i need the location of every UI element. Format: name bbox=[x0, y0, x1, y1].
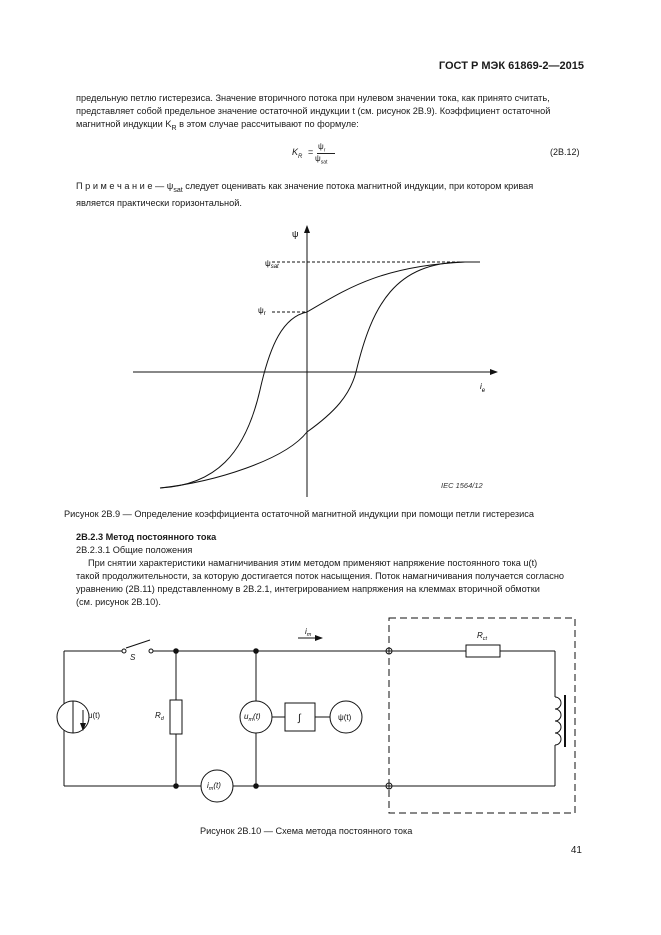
note-label: П р и м е ч а н и е — bbox=[76, 181, 165, 191]
note-text-1: следует оценивать как значение потока магнитной индукции, при котором кривая bbox=[182, 181, 534, 191]
intro-line-1: предельную петлю гистерезиса. Значение вторичного потока при нулевом значении тока, как принято считать, bbox=[76, 93, 550, 103]
hysteresis-upper-branch bbox=[160, 262, 480, 488]
resistor-rct bbox=[466, 645, 500, 657]
switch-s bbox=[126, 640, 150, 648]
formula-numerator: $\psi_r$ bbox=[318, 142, 326, 154]
formula-denominator: $\psi_{sat}$ bbox=[315, 154, 328, 166]
psi-sat-label: $\psi_{sat}$ bbox=[265, 259, 279, 270]
section-para-1: При снятии характеристики намагничивания этим методом применяют напряжение постоянного тока u(t) bbox=[88, 558, 538, 568]
section-heading: 2В.2.3 Метод постоянного тока bbox=[76, 532, 217, 542]
x-axis-label: $i_e$ bbox=[480, 382, 486, 394]
figure-2b10-circuit bbox=[57, 618, 575, 813]
formula-lhs: $K_R$ bbox=[292, 147, 303, 160]
figure-10-caption: Рисунок 2В.10 — Схема метода постоянного тока bbox=[200, 826, 413, 836]
note-text-2: является практически горизонтальной. bbox=[76, 197, 242, 208]
section-para-2: такой продолжительности, за которую достигается поток насыщения. Поток намагничивания получается согласно bbox=[76, 571, 565, 581]
y-axis-label: ψ bbox=[292, 229, 299, 239]
formula-equals: = bbox=[308, 147, 314, 157]
switch-contact-1 bbox=[122, 649, 126, 653]
figure-9-caption: Рисунок 2В.9 — Определение коэффициента остаточной магнитной индукции при помощи петли гистерезиса bbox=[64, 509, 534, 519]
section-para-4: (см. рисунок 2В.10). bbox=[76, 597, 161, 607]
iec-code: IEC 1564/12 bbox=[441, 481, 483, 490]
junction-4 bbox=[254, 784, 259, 789]
resistor-rd bbox=[170, 700, 182, 734]
winding-coil bbox=[555, 697, 561, 745]
intro-line-3-text: в этом случае рассчитывают по формуле: bbox=[176, 119, 359, 129]
section-para-3: уравнению (2В.11) представленному в 2В.2.1, интегрированием напряжения на клеммах вторичной обмотки bbox=[76, 584, 540, 594]
intro-kr-subscript: R bbox=[171, 124, 177, 132]
note-symbol: $\psi_{sat}$ bbox=[166, 181, 183, 194]
integrator-symbol: ∫ bbox=[298, 713, 301, 724]
rct-label: $R_{ct}$ bbox=[477, 631, 488, 642]
current-label: $i_m$ bbox=[305, 627, 312, 638]
fluxmeter-label: ψ(t) bbox=[338, 713, 352, 722]
junction-1 bbox=[174, 649, 179, 654]
source-label: u(t) bbox=[88, 711, 100, 720]
page-number: 41 bbox=[570, 845, 582, 856]
intro-kr-symbol: магнитной индукции K bbox=[76, 119, 172, 129]
section-2b23 bbox=[76, 531, 584, 609]
psi-r-label: $\psi_r$ bbox=[258, 306, 266, 317]
hysteresis-lower-branch bbox=[160, 262, 465, 488]
rd-label: $R_d$ bbox=[155, 711, 164, 722]
voltmeter-label: $u_m(t)$ bbox=[244, 712, 261, 723]
intro-line-2: представляет собой предельное значение остаточной индукции t (см. рисунок 2В.9). Коэффициент остаточной bbox=[76, 106, 551, 116]
formula-number: (2В.12) bbox=[550, 147, 580, 157]
section-subheading: 2В.2.3.1 Общие положения bbox=[76, 545, 193, 555]
junction-3 bbox=[254, 649, 259, 654]
ammeter-label: $i_m(t)$ bbox=[207, 781, 221, 792]
document-header: ГОСТ Р МЭК 61869-2—2015 bbox=[438, 60, 584, 72]
junction-2 bbox=[174, 784, 179, 789]
switch-label: S bbox=[130, 653, 136, 662]
switch-contact-2 bbox=[149, 649, 153, 653]
